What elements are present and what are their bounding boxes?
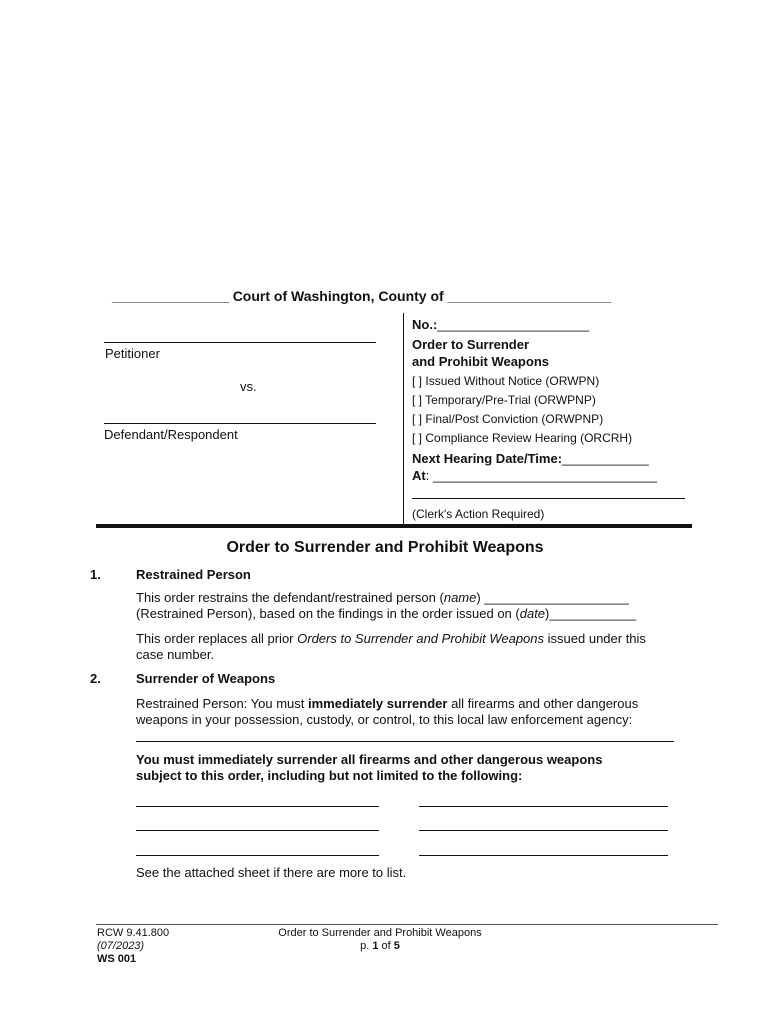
at-blank: : _______________________________ <box>425 468 658 483</box>
text-span: p. <box>360 940 373 952</box>
weapon-line-6 <box>419 855 668 856</box>
order-title-line1: Order to Surrender <box>412 337 530 352</box>
order-title-line2: and Prohibit Weapons <box>412 354 549 369</box>
case-no-label: No.: <box>412 317 438 332</box>
hearing-location <box>412 468 657 483</box>
checkbox-label: Temporary/Pre-Trial (ORWPNP) <box>425 393 596 407</box>
checkbox-box[interactable]: [ ] <box>412 431 423 445</box>
case-number <box>412 317 589 332</box>
date-blank: )____________ <box>545 606 637 621</box>
section-1-para-1 <box>136 590 636 622</box>
section-2-heading: Surrender of Weapons <box>136 671 276 686</box>
court-header <box>112 288 611 304</box>
next-hearing-label: Next Hearing Date/Time: <box>412 451 563 466</box>
page-total: 5 <box>393 940 400 952</box>
section-2-para-1 <box>136 696 638 728</box>
text-span: Restrained Person: You must <box>136 696 308 711</box>
see-attached-note: See the attached sheet if there are more to list. <box>136 865 407 880</box>
checkbox-orcrh[interactable] <box>412 431 632 445</box>
section-2-line-1 <box>136 696 638 712</box>
section-2-line-3: You must immediately surrender all firearms and other dangerous weapons <box>136 752 603 767</box>
checkbox-orwpnp-temp[interactable] <box>412 393 596 407</box>
main-title: Order to Surrender and Prohibit Weapons <box>226 539 544 556</box>
case-no-blank: _____________________ <box>437 317 590 332</box>
checkbox-label: Compliance Review Hearing (ORCRH) <box>425 431 633 445</box>
checkbox-orwpnp-final[interactable] <box>412 412 603 426</box>
weapon-line-2 <box>419 806 668 807</box>
name-blank: ) ____________________ <box>476 590 629 605</box>
immediately-surrender-bold: immediately surrender <box>308 696 448 711</box>
section-2-number: 2. <box>90 671 101 686</box>
vs-label: vs. <box>240 379 257 394</box>
next-hearing-blank: ____________ <box>562 451 649 466</box>
section-1-para-2 <box>136 631 646 663</box>
text-span: This order replaces all prior <box>136 631 298 646</box>
next-hearing <box>412 451 649 466</box>
text-span: of <box>378 940 394 952</box>
name-hint: name <box>443 590 477 605</box>
section-1-line-3 <box>136 631 646 647</box>
agency-line <box>136 741 674 742</box>
caption-divider <box>403 313 404 525</box>
respondent-label: Defendant/Respondent <box>104 427 238 442</box>
section-1-line-1 <box>136 590 636 606</box>
footer-center <box>230 927 530 953</box>
weapon-line-1 <box>136 806 379 807</box>
section-2-line-4: subject to this order, including but not limited to the following: <box>136 768 523 783</box>
section-1-heading: Restrained Person <box>136 567 251 582</box>
checkbox-box[interactable]: [ ] <box>412 393 423 407</box>
footer-form-number: WS 001 <box>97 953 137 965</box>
court-blank-prefix: _______________ <box>112 288 229 304</box>
section-1-line-2 <box>136 606 636 622</box>
order-name-italic: Orders to Surrender and Prohibit Weapons <box>297 631 545 646</box>
weapon-line-5 <box>136 855 379 856</box>
section-1-number: 1. <box>90 567 101 582</box>
petitioner-line <box>104 342 376 343</box>
text-span: issued under this <box>544 631 646 646</box>
footer-date: (07/2023) <box>97 940 145 952</box>
checkbox-box[interactable]: [ ] <box>412 374 423 388</box>
checkbox-label: Final/Post Conviction (ORWPNP) <box>425 412 604 426</box>
checkbox-orwpn[interactable] <box>412 374 599 388</box>
respondent-line <box>104 423 376 424</box>
clerk-line <box>412 498 685 499</box>
checkbox-box[interactable]: [ ] <box>412 412 423 426</box>
text-span: (Restrained Person), based on the findings in the order issued on ( <box>136 606 520 621</box>
page-current: 1 <box>372 940 379 952</box>
footer-page <box>230 940 530 953</box>
date-hint: date <box>519 606 546 621</box>
text-span: This order restrains the defendant/restrained person ( <box>136 590 444 605</box>
footer-rule <box>96 924 718 925</box>
footer-rcw: RCW 9.41.800 <box>97 927 170 939</box>
footer-title: Order to Surrender and Prohibit Weapons <box>278 927 482 939</box>
section-2-para-2 <box>136 752 602 784</box>
county-blank: _____________________ <box>447 288 612 304</box>
clerk-note: (Clerk's Action Required) <box>412 507 545 521</box>
checkbox-label: Issued Without Notice (ORWPN) <box>425 374 600 388</box>
caption-separator <box>96 524 692 528</box>
footer-left <box>97 927 169 966</box>
weapon-line-3 <box>136 830 379 831</box>
court-title: Court of Washington, County of <box>232 288 444 304</box>
section-2-line-2: weapons in your possession, custody, or control, to this local law enforcement agency: <box>136 712 633 727</box>
text-span: all firearms and other dangerous <box>447 696 639 711</box>
section-1-line-4: case number. <box>136 647 215 662</box>
at-label: At <box>412 468 426 483</box>
petitioner-label: Petitioner <box>105 346 160 361</box>
weapon-line-4 <box>419 830 668 831</box>
